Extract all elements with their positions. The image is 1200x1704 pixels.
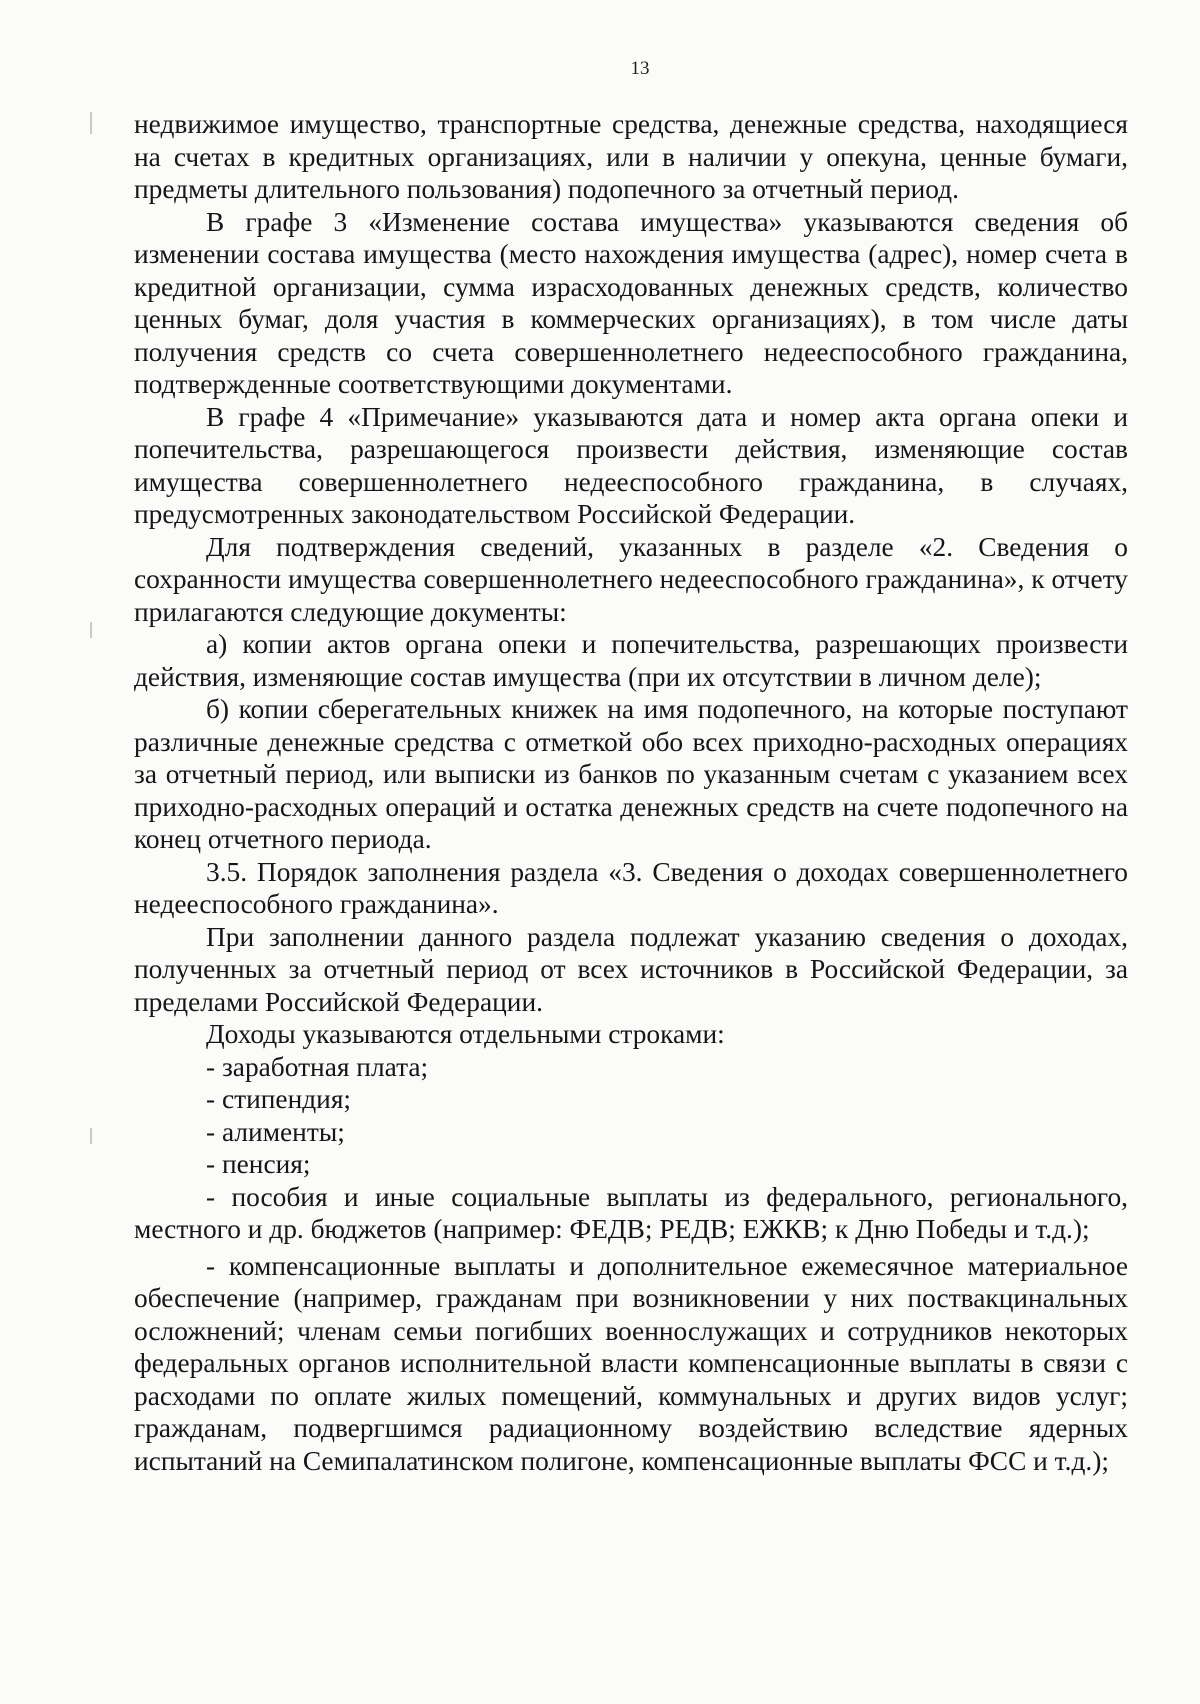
paragraph: В графе 4 «Примечание» указываются дата и номер акта органа опеки и попечительства, разрешающегося произвести действия, изменяющие состав имущества совершеннолетнего недееспособного гражданина, в случаях, предусмотренных законодательством Российской Федерации. bbox=[134, 401, 1128, 529]
list-item: - стипендия; bbox=[206, 1084, 352, 1114]
list-item: - компенсационные выплаты и дополнительное ежемесячное материальное обеспечение (например, гражданам при возникновении у них поствакцинальных осложнений; членам семьи погибших военнослужащих и сотрудников некоторых федеральных органов исполнительной власти компенсационные выплаты в связи с расходами по оплате жилых помещений, коммунальных и других видов услуг; гражданам, подвергшимся радиационному воздействию вследствие ядерных испытаний на Семипалатинском полигоне, компенсационные выплаты ФСС и т.д.); bbox=[134, 1250, 1128, 1476]
section-heading: 3.5. Порядок заполнения раздела «3. Сведения о доходах совершеннолетнего недееспособного гражданина». bbox=[134, 856, 1128, 919]
scan-artifact bbox=[90, 112, 92, 134]
paragraph: Доходы указываются отдельными строками: bbox=[206, 1019, 725, 1049]
list-item: а) копии актов органа опеки и попечительства, разрешающих произвести действия, изменяющие состав имущества (при их отсутствии в личном деле); bbox=[134, 629, 1128, 692]
list-item: - алименты; bbox=[206, 1116, 345, 1147]
paragraph: В графе 3 «Изменение состава имущества» указываются сведения об изменении состава имущества (место нахождения имущества (адрес), номер счета в кредитной организации, сумма израсходованных денежных средств, количество ценных бумаг, доля участия в коммерческих организациях), в том числе даты получения средств со счета совершеннолетнего недееспособного гражданина, подтвержденные соответствующими документами. bbox=[134, 206, 1128, 399]
document-body bbox=[134, 108, 1128, 1477]
list-item: - заработная плата; bbox=[206, 1051, 429, 1082]
list-item: б) копии сберегательных книжек на имя подопечного, на которые поступают различные денежные средства с отметкой обо всех приходно-расходных операциях за отчетный период, или выписки из банков по указанным счетам с указанием всех приходно-расходных операций и остатка денежных средств на счете подопечного на конец отчетного периода. bbox=[134, 694, 1128, 854]
paragraph: Для подтверждения сведений, указанных в разделе «2. Сведения о сохранности имущества совершеннолетнего недееспособного гражданина», к отчету прилагаются следующие документы: bbox=[134, 531, 1128, 627]
scan-artifact bbox=[90, 1128, 92, 1144]
list-item: - пособия и иные социальные выплаты из федерального, регионального, местного и др. бюджетов (например: ФЕДВ; РЕДВ; ЕЖКВ; к Дню Победы и т.д.); bbox=[134, 1181, 1128, 1244]
paragraph: недвижимое имущество, транспортные средства, денежные средства, находящиеся на счетах в кредитных организациях, или в наличии у опекуна, ценные бумаги, предметы длительного пользования) подопечного за отчетный период. bbox=[134, 109, 1128, 204]
page-number: 13 bbox=[630, 58, 650, 79]
list-item: - пенсия; bbox=[206, 1149, 311, 1179]
paragraph: При заполнении данного раздела подлежат указанию сведения о доходах, полученных за отчетный период от всех источников в Российской Федерации, за пределами Российской Федерации. bbox=[134, 921, 1128, 1017]
scan-artifact bbox=[90, 622, 92, 638]
